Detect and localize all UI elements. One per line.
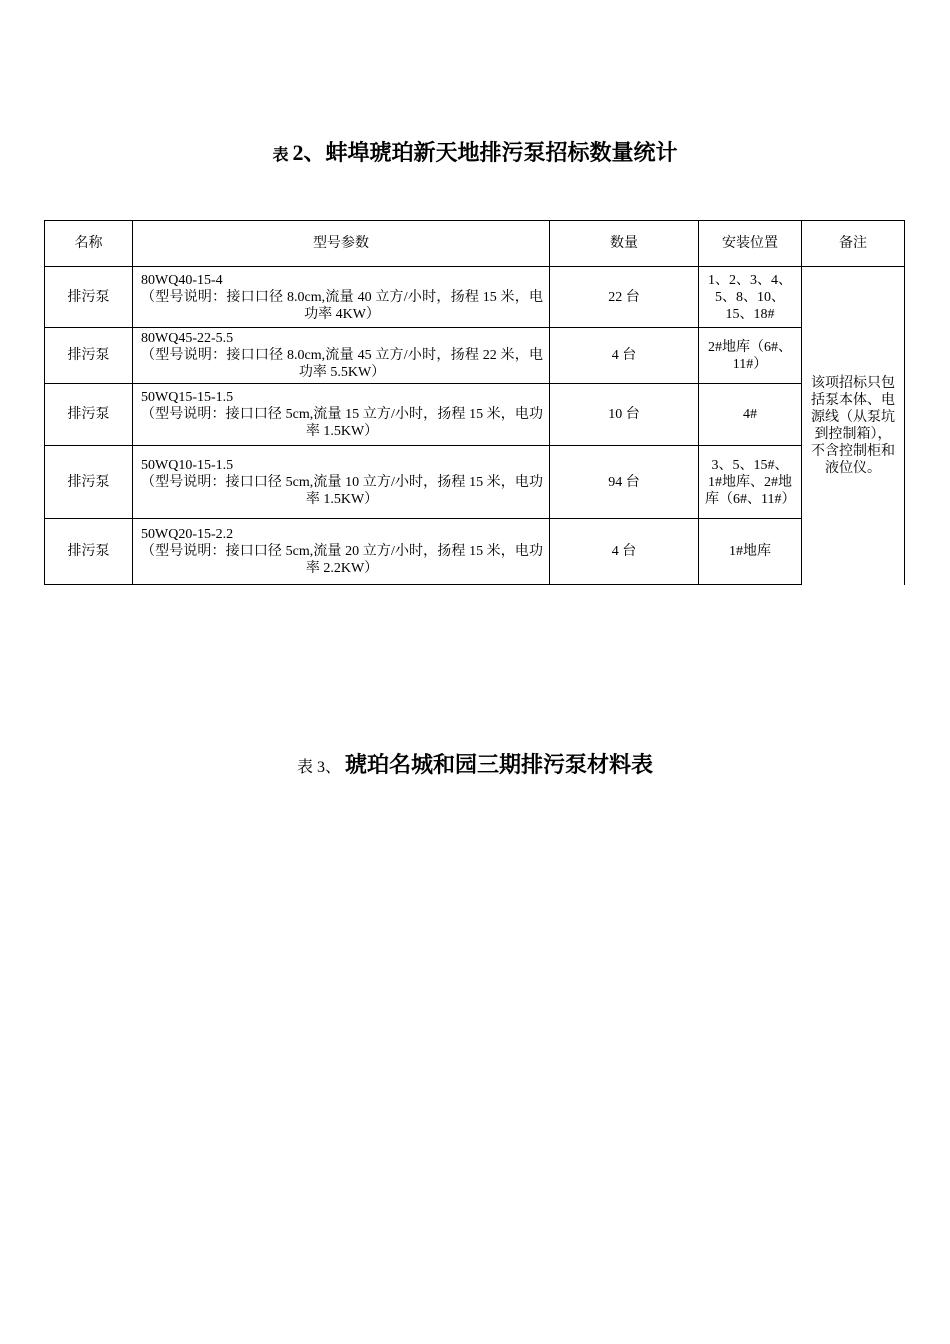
table2-title-text: 2、蚌埠琥珀新天地排污泵招标数量统计 xyxy=(292,140,678,165)
spec-desc: （型号说明：接口口径 5cm,流量 15 立方/小时，扬程 15 米，电功率 1.5KW） xyxy=(141,407,543,439)
table-row xyxy=(45,384,905,446)
cell-name: 排污泵 xyxy=(45,519,133,585)
cell-qty: 94 台 xyxy=(550,446,699,519)
spec-desc: （型号说明：接口口径 8.0cm,流量 40 立方/小时，扬程 15 米，电功率 4KW） xyxy=(141,289,543,322)
cell-location: 2#地库（6#、11#） xyxy=(699,328,802,384)
cell-name: 排污泵 xyxy=(45,328,133,384)
header-name: 名称 xyxy=(45,221,133,267)
spec-code: 50WQ20-15-2.2 xyxy=(141,527,234,542)
spec-desc: （型号说明：接口口径 5cm,流量 20 立方/小时，扬程 15 米，电功率 2.2KW） xyxy=(141,544,543,576)
header-location: 安装位置 xyxy=(699,221,802,267)
table2-title xyxy=(0,136,950,167)
table3-title xyxy=(0,748,950,779)
cell-remark: 该项招标只包括泵本体、电源线（从泵坑到控制箱），不含控制柜和液位仪。 xyxy=(802,267,905,585)
table-row xyxy=(45,267,905,328)
table-header-row xyxy=(45,221,905,267)
table-row xyxy=(45,328,905,384)
cell-spec xyxy=(133,446,550,519)
spec-code: 50WQ15-15-1.5 xyxy=(141,390,234,405)
cell-spec xyxy=(133,267,550,328)
spec-code: 80WQ40-15-4 xyxy=(141,272,223,288)
spec-code: 80WQ45-22-5.5 xyxy=(141,331,234,346)
cell-qty: 4 台 xyxy=(550,519,699,585)
cell-qty: 22 台 xyxy=(550,267,699,328)
cell-name: 排污泵 xyxy=(45,267,133,328)
cell-location: 3、5、15#、1#地库、2#地库（6#、11#） xyxy=(699,446,802,519)
header-remark: 备注 xyxy=(802,221,905,267)
cell-spec xyxy=(133,519,550,585)
cell-name: 排污泵 xyxy=(45,446,133,519)
table3-title-text: 琥珀名城和园三期排污泵材料表 xyxy=(345,752,654,777)
table2-title-prefix: 表 xyxy=(272,147,289,164)
header-qty: 数量 xyxy=(550,221,699,267)
cell-name: 排污泵 xyxy=(45,384,133,446)
spec-code: 50WQ10-15-1.5 xyxy=(141,457,234,473)
cell-qty: 10 台 xyxy=(550,384,699,446)
pump-bid-table xyxy=(44,220,905,585)
table-row xyxy=(45,446,905,519)
spec-desc: （型号说明：接口口径 8.0cm,流量 45 立方/小时，扬程 22 米，电功率 5.5KW） xyxy=(141,348,543,380)
spec-desc: （型号说明：接口口径 5cm,流量 10 立方/小时，扬程 15 米，电功率 1.5KW） xyxy=(141,474,543,507)
table3-title-prefix: 表 3、 xyxy=(296,759,341,776)
cell-qty: 4 台 xyxy=(550,328,699,384)
cell-location: 1、2、3、4、5、8、10、15、18# xyxy=(699,267,802,328)
header-spec: 型号参数 xyxy=(133,221,550,267)
cell-location: 4# xyxy=(699,384,802,446)
cell-spec xyxy=(133,384,550,446)
cell-spec xyxy=(133,328,550,384)
cell-location: 1#地库 xyxy=(699,519,802,585)
table-row xyxy=(45,519,905,585)
